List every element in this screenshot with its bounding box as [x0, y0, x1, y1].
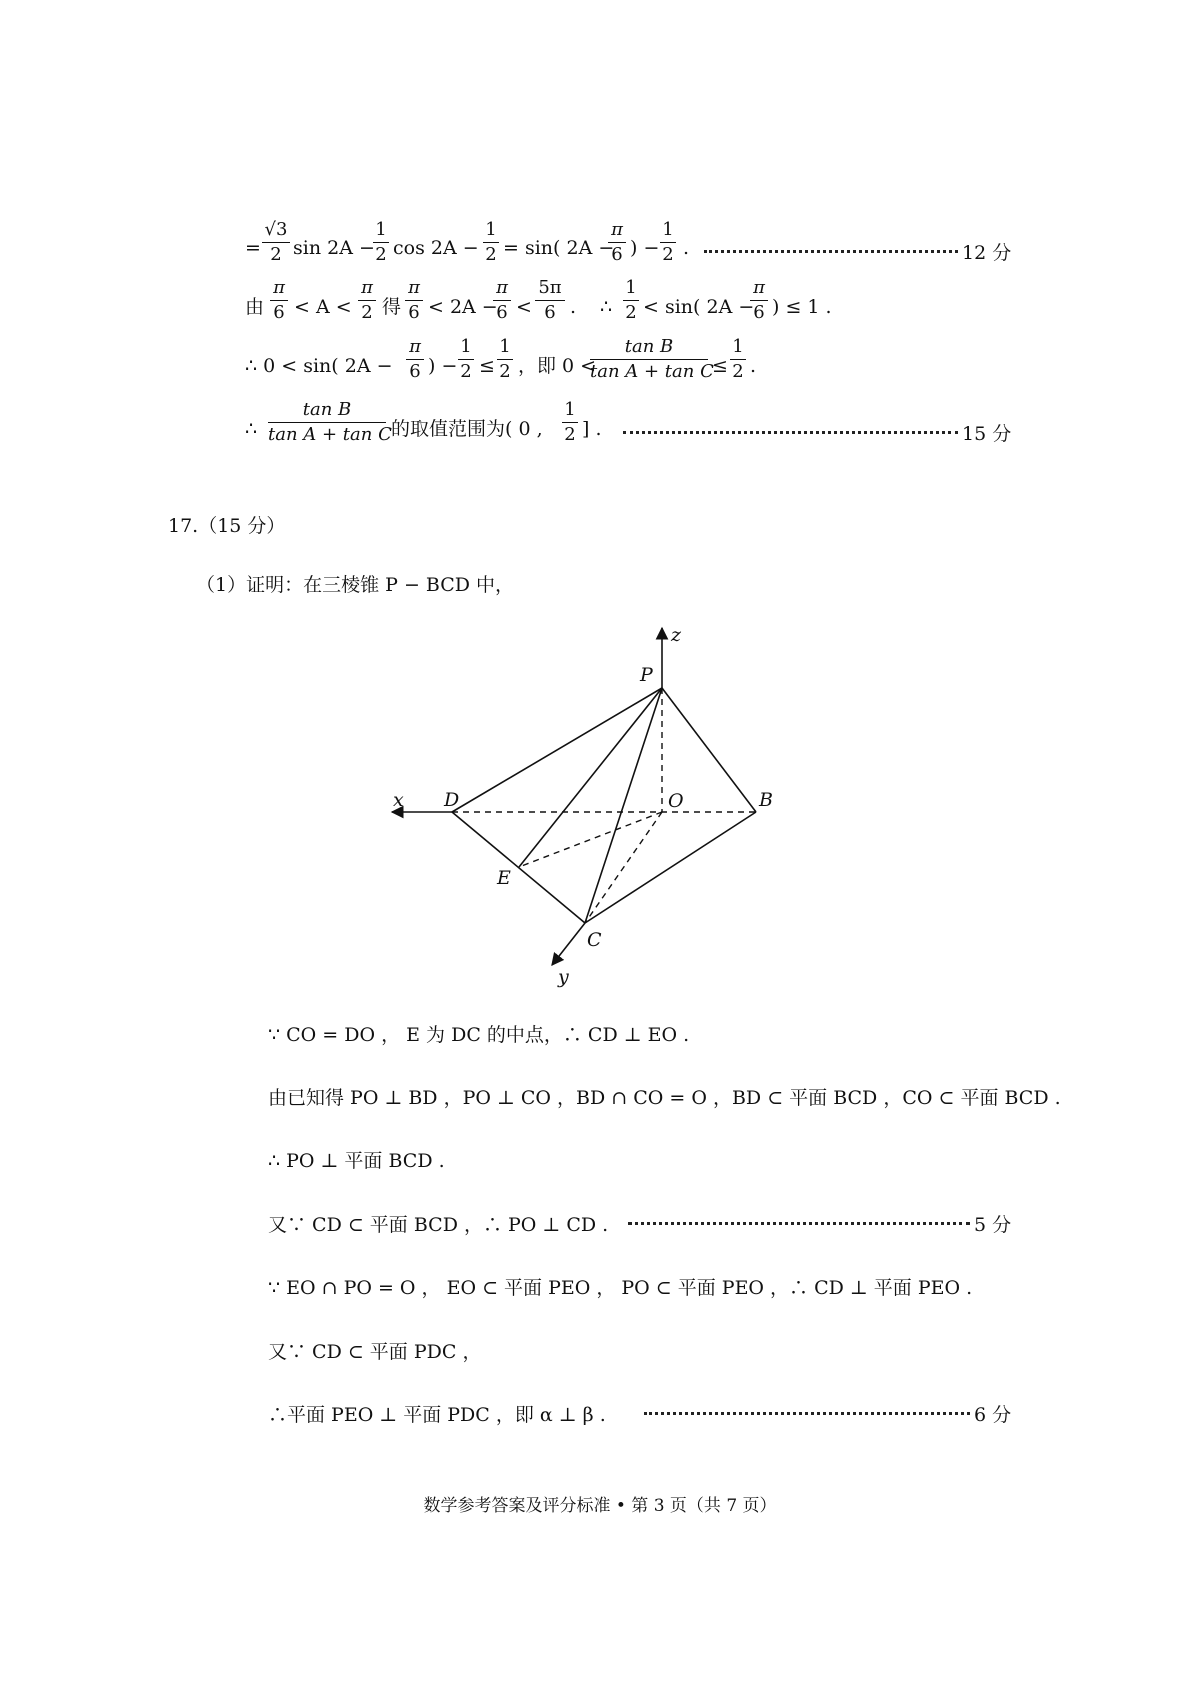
denominator: tan A + tan C: [590, 361, 714, 382]
numerator: 1: [662, 219, 674, 240]
math-text: = sin( 2A −: [503, 237, 615, 259]
proof-step-7: ∴平面 PEO ⊥ 平面 PDC ，即 α ⊥ β .: [268, 1404, 606, 1426]
numerator: 1: [564, 399, 576, 420]
fraction: [268, 398, 392, 447]
numerator: 1: [499, 336, 511, 357]
score-leader: [623, 431, 958, 434]
fraction: [373, 218, 389, 267]
hidden-edge-oe: [519, 812, 662, 867]
denominator: 2: [662, 244, 674, 265]
fraction: [730, 335, 746, 384]
fraction: [590, 335, 714, 384]
math-text: cos 2A −: [393, 237, 479, 259]
math-text: ] .: [582, 418, 602, 440]
math-text: sin 2A −: [293, 237, 375, 259]
proof-step-2: 由已知得 PO ⊥ BD ，PO ⊥ CO ，BD ∩ CO = O ，BD ⊂ 平面 BCD ，CO ⊂ 平面 BCD .: [268, 1087, 1061, 1109]
numerator: 5π: [538, 277, 562, 298]
hidden-edge-oc: [585, 812, 662, 923]
math-text: 的取值范围为( 0 ,: [391, 418, 543, 440]
math-text: <: [516, 296, 532, 318]
formula-line-1: [0, 210, 1200, 270]
math-text: ∴: [600, 296, 613, 318]
label-p: P: [640, 664, 653, 686]
formula-line-3: [0, 327, 1200, 387]
fraction: [262, 218, 290, 267]
fraction: [493, 276, 511, 325]
math-text: < 2A −: [428, 296, 498, 318]
proof-step-3: ∴ PO ⊥ 平面 BCD .: [268, 1150, 445, 1172]
numerator: tan B: [302, 399, 352, 420]
label-x: x: [393, 789, 404, 811]
math-text: ) −: [630, 237, 660, 259]
math-text: ≤: [712, 355, 728, 377]
denominator: 2: [732, 361, 744, 382]
denominator: 2: [564, 424, 576, 445]
math-text: .: [750, 355, 757, 377]
fraction: [535, 276, 565, 325]
denominator: 2: [485, 244, 497, 265]
fraction: [623, 276, 639, 325]
fraction: [562, 398, 578, 447]
denominator: 6: [611, 244, 623, 265]
label-b: B: [759, 789, 773, 811]
page-footer: 数学参考答案及评分标准 • 第 3 页（共 7 页）: [423, 1496, 777, 1516]
math-text: ) ≤ 1 .: [772, 296, 832, 318]
label-z: z: [671, 624, 682, 646]
score-leader: [644, 1412, 970, 1415]
label-d: D: [444, 789, 460, 811]
proof-step-5: ∵ EO ∩ PO = O ， EO ⊂ 平面 PEO ， PO ⊂ 平面 PEO ，∴ CD ⊥ 平面 PEO .: [268, 1277, 973, 1299]
numerator: π: [496, 277, 508, 298]
label-e: E: [497, 867, 511, 889]
math-text: ，即 0 <: [518, 355, 597, 377]
fraction: [358, 276, 376, 325]
edge-pd: [452, 688, 662, 812]
label-c: C: [587, 929, 602, 951]
edge-pb: [662, 688, 756, 812]
numerator: π: [361, 277, 373, 298]
math-text: .: [570, 296, 577, 318]
formula-line-2: [0, 268, 1200, 328]
fraction: [750, 276, 768, 325]
denominator: 6: [408, 302, 420, 323]
edge-pc: [585, 688, 662, 923]
edge-dc: [452, 812, 585, 923]
score-leader: [628, 1222, 970, 1225]
denominator: 6: [409, 361, 421, 382]
fraction: [405, 276, 423, 325]
math-text: ≤: [479, 355, 495, 377]
question-header: 17.（15 分）: [168, 515, 286, 537]
numerator: 1: [460, 336, 472, 357]
denominator: 2: [460, 361, 472, 382]
score-label: 5 分: [974, 1214, 1012, 1236]
numerator: π: [409, 336, 421, 357]
proof-step-1: ∵ CO = DO ， E 为 DC 的中点，∴ CD ⊥ EO .: [268, 1024, 690, 1046]
numerator: tan B: [624, 336, 674, 357]
denominator: 6: [273, 302, 285, 323]
denominator: tan A + tan C: [268, 424, 392, 445]
numerator: 1: [732, 336, 744, 357]
numerator: π: [408, 277, 420, 298]
numerator: π: [273, 277, 285, 298]
denominator: 6: [496, 302, 508, 323]
score-label: 12 分: [962, 242, 1012, 264]
denominator: 2: [499, 361, 511, 382]
fraction: [660, 218, 676, 267]
numerator: √3: [264, 219, 288, 240]
fraction: [458, 335, 474, 384]
math-text: < A <: [294, 296, 352, 318]
denominator: 6: [544, 302, 556, 323]
score-leader: [704, 250, 958, 253]
math-text: =: [245, 237, 261, 259]
score-label: 6 分: [974, 1404, 1012, 1426]
fraction: [406, 335, 424, 384]
math-text: 由: [245, 296, 265, 318]
y-axis-line: [552, 923, 585, 965]
numerator: 1: [375, 219, 387, 240]
math-text: ∴ 0 < sin( 2A −: [245, 355, 393, 377]
edge-bc: [585, 812, 756, 923]
label-o: O: [668, 790, 684, 812]
math-text: ∴: [245, 418, 258, 440]
math-text: 得: [382, 296, 402, 318]
proof-step-6: 又∵ CD ⊂ 平面 PDC ，: [268, 1341, 482, 1363]
fraction: [608, 218, 626, 267]
math-text: ) −: [428, 355, 458, 377]
denominator: 6: [753, 302, 765, 323]
math-text: .: [683, 237, 690, 259]
numerator: 1: [485, 219, 497, 240]
formula-line-4: [0, 390, 1200, 450]
denominator: 2: [270, 244, 282, 265]
denominator: 2: [625, 302, 637, 323]
fraction: [497, 335, 513, 384]
edge-pe: [519, 688, 662, 867]
numerator: π: [753, 277, 765, 298]
fraction: [270, 276, 288, 325]
proof-step-4: 又∵ CD ⊂ 平面 BCD ，∴ PO ⊥ CD .: [268, 1214, 609, 1236]
score-label: 15 分: [962, 423, 1012, 445]
numerator: 1: [625, 277, 637, 298]
denominator: 2: [375, 244, 387, 265]
label-y: y: [558, 966, 569, 988]
denominator: 2: [361, 302, 373, 323]
fraction: [483, 218, 499, 267]
numerator: π: [611, 219, 623, 240]
math-text: < sin( 2A −: [643, 296, 755, 318]
part-1-intro: （1）证明：在三棱锥 P − BCD 中，: [196, 574, 515, 596]
